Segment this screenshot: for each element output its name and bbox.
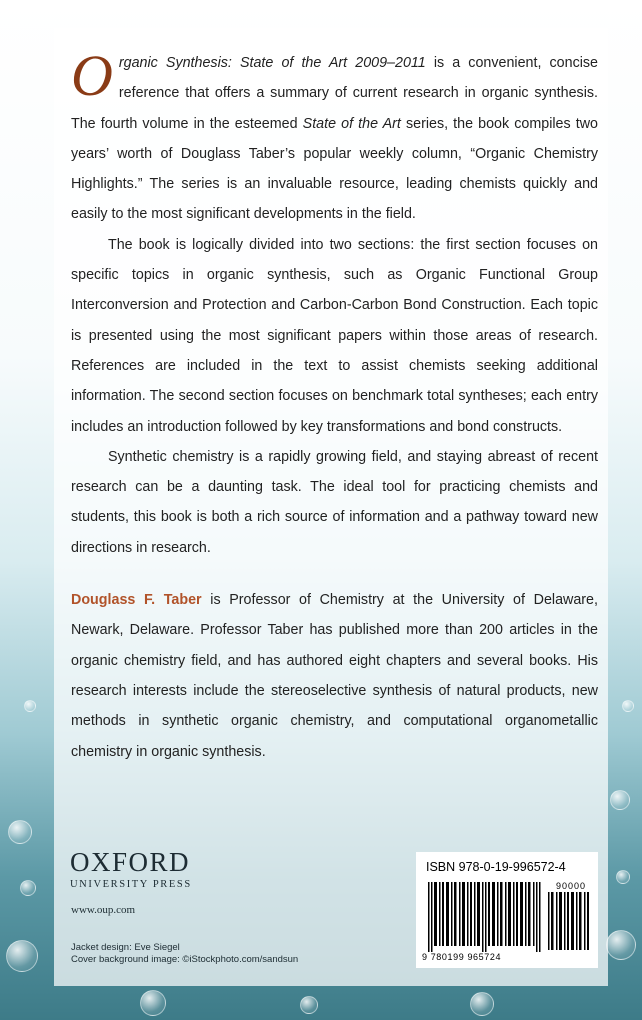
isbn-label: ISBN 978-0-19-996572-4 xyxy=(426,860,566,874)
bubble-decoration xyxy=(8,820,32,844)
bubble-decoration xyxy=(20,880,36,896)
bubble-decoration xyxy=(616,870,630,884)
barcode-addon-bars xyxy=(548,892,590,950)
bubble-decoration xyxy=(24,700,36,712)
publisher-url[interactable]: www.oup.com xyxy=(71,904,136,916)
bubble-decoration xyxy=(610,790,630,810)
price-code: 90000 xyxy=(556,881,587,891)
author-bio-text: is Professor of Chemistry at the University of Delaware, Newark, Delaware. Professor Taber has published more than 200 articles in the organic chemistry field, and has authored eight chapters and several books. His research interests include the stereoselective synthesis of natural products, new methods in synthetic organic chemistry, and computational organometallic chemistry in organic synthesis. xyxy=(71,592,598,760)
barcode xyxy=(416,852,598,968)
series-title: State of the Art xyxy=(302,115,401,132)
bubble-decoration xyxy=(300,996,318,1014)
blurb-text: series, the book compiles two years’ worth of Douglass Taber’s popular weekly column, “Organic Chemistry Highlights.” The series is an invaluable resource, leading chemists quickly and easily to the most significant developments in the field. xyxy=(71,115,599,223)
jacket-credit: Jacket design: Eve Siegel xyxy=(71,942,180,953)
blurb-paragraph-1 xyxy=(71,43,599,230)
drop-cap: O xyxy=(71,43,113,108)
publisher-name: OXFORD xyxy=(70,847,191,877)
bubble-decoration xyxy=(470,992,494,1016)
book-title: rganic Synthesis: State of the Art 2009–2011 xyxy=(118,55,426,71)
back-cover-text xyxy=(71,43,599,767)
background-credit: Cover background image: ©iStockphoto.com/sandsun xyxy=(71,954,299,965)
author-bio xyxy=(71,585,598,767)
blurb-text: is a convenient, concise reference that offers a summary of current research in organic synthesis. The fourth volume in the esteemed xyxy=(71,55,598,132)
bubble-decoration xyxy=(622,700,634,712)
bubble-decoration xyxy=(6,940,38,972)
blurb-paragraph-2: The book is logically divided into two sections: the first section focuses on specific topics in organic synthesis, such as Organic Functional Group Interconversion and Protection and Carbon-Carbon Bond Construction. Each topic is presented using the most significant papers within those areas of research. References are included in the text to assist chemists seeking additional information. The second section focuses on benchmark total syntheses; each entry includes an introduction followed by key transformations and bond constructs. xyxy=(71,236,598,435)
blurb-paragraph-3: Synthetic chemistry is a rapidly growing field, and staying abreast of recent research can be a daunting task. The ideal tool for practicing chemists and students, this book is both a rich source of information and a pathway toward new directions in research. xyxy=(71,448,598,556)
barcode-bars xyxy=(428,882,544,952)
bubble-decoration xyxy=(606,930,636,960)
publisher-press: UNIVERSITY PRESS xyxy=(70,879,192,890)
author-name: Douglass F. Taber xyxy=(71,592,202,609)
bubble-decoration xyxy=(140,990,166,1016)
credits xyxy=(71,942,298,966)
barcode-number: 9 780199 965724 xyxy=(422,952,502,962)
publisher-logo xyxy=(70,848,192,890)
